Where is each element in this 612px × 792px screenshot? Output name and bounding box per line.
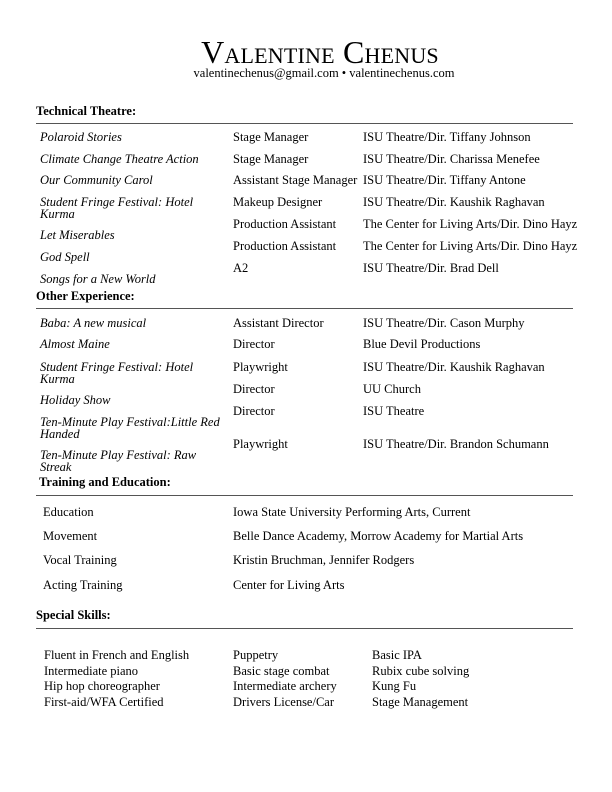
credit-company: ISU Theatre/Dir. Kaushik Raghavan: [363, 195, 545, 209]
skills-column: [44, 648, 189, 711]
credit-role: Director: [233, 337, 275, 351]
credit-title: Let Miserables: [40, 228, 115, 242]
skill-item: Hip hop choreographer: [44, 679, 160, 694]
section-divider: [36, 123, 573, 124]
credit-company: ISU Theatre: [363, 404, 425, 418]
credit-role: Stage Manager: [233, 152, 309, 166]
training-area: Vocal Training: [43, 553, 117, 567]
credit-company: The Center for Living Arts/Dir. Dino Hayz: [363, 239, 578, 253]
credit-company: The Center for Living Arts/Dir. Dino Hayz: [363, 217, 578, 231]
credit-role: Assistant Director: [233, 316, 324, 330]
credit-title: Student Fringe Festival: Hotel Kurma: [40, 360, 194, 386]
section-divider: [36, 628, 573, 629]
credit-title: Ten-Minute Play Festival:Little Red Handed: [40, 415, 220, 441]
skills-column: [372, 648, 469, 711]
credit-company: ISU Theatre/Dir. Tiffany Johnson: [363, 130, 531, 144]
skill-item: Basic IPA: [372, 648, 422, 662]
training-detail: Center for Living Arts: [233, 578, 345, 592]
section-divider: [36, 495, 573, 496]
skill-item: Fluent in French and English: [44, 648, 190, 662]
credit-role: Director: [233, 382, 275, 396]
credit-role: Production Assistant: [233, 239, 337, 253]
credit-title: Baba: A new musical: [40, 316, 147, 330]
credit-company: ISU Theatre/Dir. Cason Murphy: [363, 316, 525, 330]
credit-title: Almost Maine: [40, 337, 110, 351]
training-area: Movement: [43, 529, 98, 543]
training-detail: Kristin Bruchman, Jennifer Rodgers: [233, 553, 415, 567]
section-heading-training: Training and Education:: [39, 475, 171, 489]
skill-item: Drivers License/Car: [233, 695, 335, 710]
credit-title: Student Fringe Festival: Hotel Kurma: [40, 195, 194, 221]
credit-company: ISU Theatre/Dir. Tiffany Antone: [363, 173, 526, 187]
credit-role: Director: [233, 404, 275, 418]
credit-company: ISU Theatre/Dir. Brad Dell: [363, 261, 499, 275]
credit-role: Makeup Designer: [233, 195, 323, 209]
credit-company: ISU Theatre/Dir. Charissa Menefee: [363, 152, 540, 166]
credit-title: Climate Change Theatre Action: [40, 152, 199, 166]
credit-company: ISU Theatre/Dir. Brandon Schumann: [363, 437, 549, 451]
contact-line: valentinechenus@gmail.com • valentinechenus.com: [193, 66, 455, 80]
skill-item: Basic stage combat: [233, 663, 330, 678]
credit-title: Our Community Carol: [40, 173, 153, 187]
skill-item: Puppetry: [233, 648, 279, 662]
section-heading-special-skills: Special Skills:: [36, 608, 111, 622]
credit-title: God Spell: [40, 250, 90, 264]
section-heading-other-experience: Other Experience:: [36, 289, 135, 303]
credit-role: Production Assistant: [233, 217, 337, 231]
skill-item: Rubix cube solving: [372, 663, 470, 678]
skill-item: Stage Management: [372, 695, 469, 710]
resume-name: Valentine Chenus: [201, 34, 439, 70]
credit-role: Playwright: [233, 437, 288, 451]
section-divider: [36, 308, 573, 309]
credit-company: ISU Theatre/Dir. Kaushik Raghavan: [363, 360, 545, 374]
credit-company: Blue Devil Productions: [363, 337, 481, 351]
training-detail: Iowa State University Performing Arts, Current: [233, 505, 471, 519]
credit-role: Playwright: [233, 360, 288, 374]
credit-title: Ten-Minute Play Festival: Raw Streak: [40, 448, 197, 474]
credit-title: Polaroid Stories: [40, 130, 122, 144]
credit-role: Assistant Stage Manager: [233, 173, 358, 187]
training-detail: Belle Dance Academy, Morrow Academy for Martial Arts: [233, 529, 524, 543]
training-area: Education: [43, 505, 94, 519]
training-area: Acting Training: [43, 578, 123, 592]
credit-role: Stage Manager: [233, 130, 309, 144]
skill-item: Intermediate piano: [44, 663, 139, 678]
credit-role: A2: [233, 261, 249, 275]
credit-title: Holiday Show: [40, 393, 111, 407]
credit-company: UU Church: [363, 382, 421, 396]
skill-item: Intermediate archery: [233, 679, 337, 694]
skill-item: First-aid/WFA Certified: [44, 695, 164, 710]
section-heading-technical-theatre: Technical Theatre:: [36, 104, 137, 118]
skill-item: Kung Fu: [372, 679, 417, 694]
credit-title: Songs for a New World: [40, 272, 156, 286]
skills-column: [233, 648, 337, 711]
